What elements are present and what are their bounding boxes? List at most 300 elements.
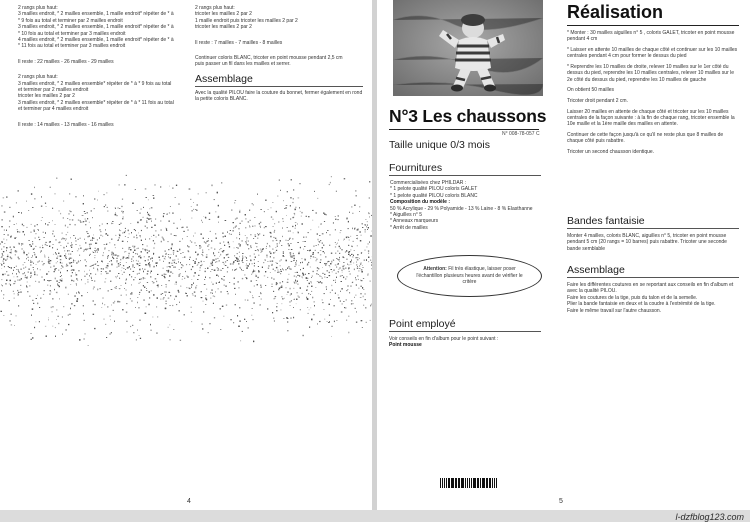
noise-speck	[343, 240, 344, 241]
noise-speck	[227, 291, 228, 292]
noise-speck	[64, 255, 65, 256]
noise-speck	[189, 189, 191, 190]
spacer	[18, 50, 188, 59]
noise-speck	[108, 291, 109, 292]
noise-speck	[41, 206, 42, 207]
noise-speck	[269, 246, 270, 247]
noise-speck	[137, 264, 138, 265]
noise-speck	[95, 251, 96, 252]
noise-speck	[118, 207, 119, 208]
noise-speck	[70, 237, 71, 238]
noise-speck	[245, 256, 246, 257]
noise-speck	[183, 257, 184, 258]
noise-speck	[115, 208, 116, 209]
noise-speck	[125, 269, 126, 270]
noise-speck	[128, 237, 129, 238]
noise-speck	[102, 236, 103, 237]
noise-speck	[362, 227, 363, 228]
noise-speck	[128, 237, 129, 238]
noise-speck	[48, 318, 49, 319]
noise-speck	[111, 289, 112, 290]
noise-speck	[18, 293, 19, 294]
noise-speck	[164, 277, 165, 278]
noise-speck	[74, 295, 75, 296]
noise-speck	[3, 258, 5, 259]
noise-speck	[346, 290, 347, 291]
noise-speck	[145, 278, 146, 279]
noise-speck	[76, 293, 77, 294]
noise-speck	[148, 214, 149, 216]
noise-speck	[214, 317, 215, 318]
noise-speck	[6, 250, 7, 251]
noise-speck	[121, 223, 122, 224]
noise-speck	[132, 266, 133, 267]
noise-speck	[147, 227, 148, 228]
noise-speck	[80, 222, 81, 223]
noise-speck	[291, 318, 292, 319]
noise-speck	[272, 286, 273, 287]
noise-speck	[368, 213, 369, 214]
noise-speck	[32, 244, 33, 245]
noise-speck	[18, 257, 19, 258]
noise-speck	[191, 312, 192, 313]
noise-speck	[123, 265, 124, 266]
noise-speck	[174, 266, 175, 267]
noise-speck	[3, 261, 4, 262]
noise-speck	[220, 308, 221, 309]
noise-speck	[119, 208, 120, 209]
noise-speck	[167, 266, 168, 267]
noise-speck	[282, 298, 283, 299]
noise-speck	[167, 230, 168, 231]
noise-speck	[17, 276, 18, 277]
noise-speck	[348, 285, 349, 286]
noise-speck	[279, 180, 280, 181]
noise-speck	[149, 208, 150, 209]
noise-speck	[73, 260, 74, 262]
noise-speck	[89, 244, 90, 245]
noise-speck	[307, 307, 308, 308]
noise-speck	[117, 262, 118, 263]
noise-speck	[205, 298, 206, 299]
noise-speck	[103, 194, 104, 195]
noise-speck	[286, 317, 287, 318]
realisation-heading: Réalisation	[567, 2, 664, 22]
noise-speck	[282, 269, 283, 270]
noise-speck	[20, 285, 21, 286]
noise-speck	[1, 268, 2, 269]
noise-speck	[79, 339, 80, 340]
noise-speck	[169, 280, 170, 281]
noise-speck	[330, 182, 331, 183]
noise-speck	[352, 282, 353, 283]
noise-speck	[1, 311, 2, 312]
noise-speck	[335, 229, 336, 230]
noise-speck	[331, 336, 332, 337]
noise-speck	[274, 279, 275, 280]
noise-speck	[303, 237, 304, 238]
noise-speck	[317, 198, 318, 199]
noise-speck	[87, 218, 88, 219]
noise-speck	[344, 307, 345, 308]
noise-speck	[11, 314, 12, 315]
noise-speck	[344, 257, 345, 258]
noise-speck	[191, 242, 192, 243]
noise-speck	[121, 295, 122, 296]
noise-speck	[350, 261, 351, 262]
noise-speck	[299, 183, 300, 184]
noise-speck	[89, 255, 90, 256]
noise-speck	[85, 276, 86, 277]
noise-speck	[45, 203, 46, 204]
noise-speck	[111, 332, 112, 333]
noise-speck	[257, 233, 258, 234]
noise-speck	[277, 246, 278, 247]
noise-speck	[282, 304, 283, 305]
noise-speck	[31, 246, 32, 247]
noise-speck	[197, 254, 198, 255]
noise-speck	[331, 269, 332, 270]
noise-speck	[261, 250, 262, 251]
noise-speck	[297, 275, 298, 276]
noise-speck	[140, 213, 141, 214]
noise-speck	[179, 310, 180, 311]
noise-speck	[115, 208, 116, 209]
noise-speck	[346, 277, 348, 278]
noise-speck	[298, 253, 299, 254]
noise-speck	[328, 261, 329, 262]
noise-speck	[294, 258, 295, 259]
noise-speck	[104, 244, 105, 245]
noise-speck	[178, 251, 179, 252]
noise-speck	[335, 280, 336, 281]
noise-speck	[137, 273, 138, 274]
noise-speck	[169, 292, 171, 293]
noise-speck	[148, 263, 149, 264]
noise-speck	[343, 268, 344, 269]
step-paragraph: * Reprendre les 10 mailles de droite, relever 10 mailles sur le 1er côté du dessus du pied, reprendre les 10 mailles centrales, relever 10 mailles sur le 2e côté du dessus du pied, reprendre les 10 mailles de gauche	[567, 64, 735, 83]
noise-speck	[147, 271, 148, 272]
noise-speck	[84, 249, 85, 250]
noise-speck	[125, 283, 126, 284]
noise-speck	[157, 332, 158, 333]
noise-speck	[342, 275, 343, 276]
noise-speck	[208, 238, 209, 239]
noise-speck	[116, 288, 117, 289]
noise-speck	[16, 273, 17, 274]
noise-speck	[337, 264, 338, 265]
noise-speck	[206, 289, 207, 290]
noise-speck	[222, 251, 223, 252]
noise-speck	[352, 228, 353, 229]
noise-speck	[126, 295, 127, 296]
noise-speck	[369, 197, 370, 198]
noise-speck	[320, 281, 321, 282]
noise-speck	[113, 253, 114, 254]
noise-speck	[73, 260, 74, 262]
noise-speck	[296, 260, 297, 261]
noise-speck	[255, 234, 256, 235]
text-line: Continuer coloris BLANC, tricoter en point mousse pendant 2,5 cm	[195, 55, 343, 62]
noise-speck	[168, 271, 170, 272]
noise-speck	[143, 207, 144, 208]
noise-speck	[192, 293, 193, 294]
noise-speck	[127, 267, 128, 268]
noise-speck	[271, 207, 272, 208]
noise-speck	[245, 256, 246, 257]
noise-speck	[335, 242, 336, 243]
noise-speck	[205, 268, 206, 269]
noise-speck	[78, 239, 79, 240]
noise-speck	[184, 278, 185, 279]
noise-speck	[137, 210, 139, 211]
noise-speck	[325, 265, 326, 266]
noise-speck	[136, 339, 137, 340]
noise-speck	[40, 298, 42, 299]
noise-speck	[8, 275, 9, 276]
noise-speck	[349, 212, 350, 213]
point-employe-text	[389, 336, 541, 349]
noise-speck	[44, 237, 45, 238]
noise-speck	[115, 213, 116, 214]
noise-speck	[56, 319, 57, 320]
noise-speck	[214, 249, 215, 250]
noise-speck	[99, 237, 100, 238]
noise-speck	[194, 272, 195, 273]
noise-speck	[170, 206, 171, 207]
noise-speck	[327, 270, 328, 271]
noise-speck	[218, 205, 219, 206]
noise-speck	[45, 242, 46, 243]
noise-speck	[348, 254, 349, 255]
noise-speck	[62, 278, 63, 279]
noise-speck	[3, 294, 4, 295]
noise-speck	[266, 248, 267, 249]
noise-speck	[15, 237, 16, 238]
noise-speck	[348, 316, 349, 317]
noise-speck	[6, 230, 7, 231]
noise-speck	[230, 230, 231, 231]
noise-speck	[186, 264, 187, 265]
noise-speck	[270, 236, 271, 237]
noise-speck	[298, 253, 299, 254]
noise-speck	[117, 260, 118, 261]
noise-speck	[37, 268, 38, 270]
noise-speck	[328, 322, 329, 323]
noise-speck	[166, 253, 167, 254]
noise-speck	[218, 252, 219, 253]
noise-speck	[17, 231, 18, 232]
noise-speck	[111, 260, 112, 261]
noise-speck	[139, 265, 140, 266]
noise-speck	[72, 251, 73, 252]
attention-text: Fil très élastique, laisser poser l'échantillon plusieurs heures avant de vérifier le critère	[416, 266, 523, 286]
noise-speck	[107, 256, 108, 257]
noise-speck	[274, 321, 275, 322]
noise-speck	[293, 255, 294, 256]
noise-speck	[324, 263, 325, 264]
noise-speck	[122, 241, 124, 242]
noise-speck	[19, 232, 20, 233]
noise-speck	[153, 235, 154, 236]
noise-speck	[350, 261, 351, 263]
noise-speck	[286, 269, 287, 270]
noise-speck	[14, 238, 15, 239]
noise-speck	[233, 230, 234, 231]
noise-speck	[151, 271, 152, 272]
noise-speck	[23, 231, 24, 232]
noise-speck	[178, 204, 179, 205]
noise-speck	[298, 297, 299, 298]
noise-speck	[17, 229, 18, 230]
noise-speck	[97, 199, 98, 200]
noise-speck	[240, 223, 241, 224]
noise-speck	[274, 223, 275, 224]
noise-speck	[235, 260, 236, 261]
noise-speck	[322, 300, 323, 301]
noise-speck	[348, 221, 349, 223]
noise-speck	[287, 191, 288, 192]
noise-speck	[253, 238, 254, 239]
noise-speck	[173, 252, 174, 253]
noise-speck	[275, 238, 276, 239]
noise-speck	[87, 233, 88, 234]
noise-speck	[191, 287, 192, 288]
noise-speck	[126, 262, 127, 263]
noise-speck	[97, 199, 98, 200]
noise-speck	[44, 290, 45, 291]
noise-speck	[295, 280, 296, 281]
noise-speck	[60, 276, 61, 277]
noise-speck	[61, 239, 62, 240]
noise-speck	[335, 265, 336, 266]
noise-speck	[39, 261, 40, 262]
noise-speck	[21, 245, 22, 246]
noise-speck	[48, 263, 49, 264]
noise-speck	[152, 261, 153, 262]
noise-speck	[167, 214, 168, 215]
noise-speck	[286, 215, 287, 216]
noise-speck	[289, 268, 290, 270]
noise-speck	[30, 333, 31, 334]
noise-speck	[294, 258, 295, 259]
noise-speck	[173, 267, 174, 268]
noise-speck	[149, 264, 151, 265]
noise-speck	[267, 256, 268, 257]
noise-speck	[86, 249, 87, 250]
noise-speck	[359, 211, 360, 212]
noise-speck	[204, 284, 206, 285]
noise-speck	[166, 228, 167, 229]
noise-speck	[237, 315, 238, 316]
noise-speck	[46, 336, 48, 337]
noise-speck	[239, 211, 240, 212]
noise-speck	[56, 178, 57, 179]
noise-speck	[50, 241, 51, 242]
noise-speck	[129, 247, 130, 248]
noise-speck	[294, 258, 295, 259]
noise-speck	[271, 278, 272, 279]
noise-speck	[340, 232, 341, 233]
noise-speck	[0, 244, 1, 245]
noise-speck	[71, 211, 72, 212]
noise-speck	[296, 276, 297, 277]
noise-speck	[39, 239, 40, 240]
noise-speck	[56, 258, 57, 259]
noise-speck	[331, 269, 332, 270]
noise-speck	[85, 219, 86, 220]
noise-speck	[77, 280, 78, 281]
composition-text: 50 % Acrylique - 29 % Polyamide - 13 % Laine - 8 % Elasthanne	[390, 205, 533, 212]
noise-speck	[289, 249, 290, 250]
noise-speck	[93, 235, 94, 236]
noise-speck	[69, 219, 70, 220]
noise-speck	[44, 255, 45, 256]
noise-speck	[191, 242, 192, 243]
noise-speck	[356, 238, 357, 239]
noise-speck	[233, 241, 234, 242]
noise-speck	[69, 253, 70, 254]
noise-speck	[348, 236, 349, 237]
noise-speck	[75, 224, 76, 225]
noise-speck	[182, 279, 183, 280]
noise-speck	[300, 287, 301, 288]
noise-speck	[127, 267, 128, 268]
noise-speck	[260, 305, 261, 306]
noise-speck	[57, 249, 58, 250]
noise-speck	[242, 258, 243, 259]
noise-speck	[149, 264, 151, 265]
noise-speck	[170, 295, 171, 296]
noise-speck	[195, 243, 196, 244]
noise-speck	[212, 293, 213, 294]
noise-speck	[73, 215, 74, 216]
noise-speck	[235, 200, 236, 201]
noise-speck	[141, 290, 142, 291]
noise-speck	[38, 237, 39, 238]
noise-speck	[214, 260, 215, 261]
noise-speck	[18, 271, 19, 272]
noise-speck	[135, 307, 136, 308]
noise-speck	[22, 243, 23, 244]
noise-speck	[255, 234, 256, 235]
noise-speck	[290, 230, 291, 231]
noise-speck	[272, 312, 273, 313]
noise-speck	[3, 263, 4, 264]
bandes-fantaisie-text: Monter 4 mailles, coloris BLANC, aiguilles n° 5, tricoter en point mousse pendant 5 cm (20 rangs = 10 barres) puis rabattre. Tricoter une seconde bande semblable	[567, 233, 727, 252]
noise-speck	[153, 195, 155, 196]
noise-speck	[245, 214, 246, 215]
noise-speck	[34, 272, 35, 273]
noise-speck	[204, 241, 205, 243]
noise-speck	[161, 294, 162, 295]
noise-speck	[153, 266, 155, 267]
noise-speck	[205, 271, 206, 272]
noise-speck	[161, 294, 162, 295]
noise-speck	[290, 252, 291, 253]
noise-speck	[13, 291, 14, 292]
noise-speck	[294, 214, 295, 215]
noise-speck	[131, 292, 133, 293]
noise-speck	[108, 265, 109, 266]
noise-speck	[361, 269, 363, 270]
noise-speck	[57, 316, 59, 317]
noise-speck	[194, 263, 195, 264]
noise-speck	[104, 319, 105, 320]
noise-speck	[368, 213, 369, 214]
noise-speck	[311, 319, 312, 321]
noise-speck	[289, 301, 290, 302]
